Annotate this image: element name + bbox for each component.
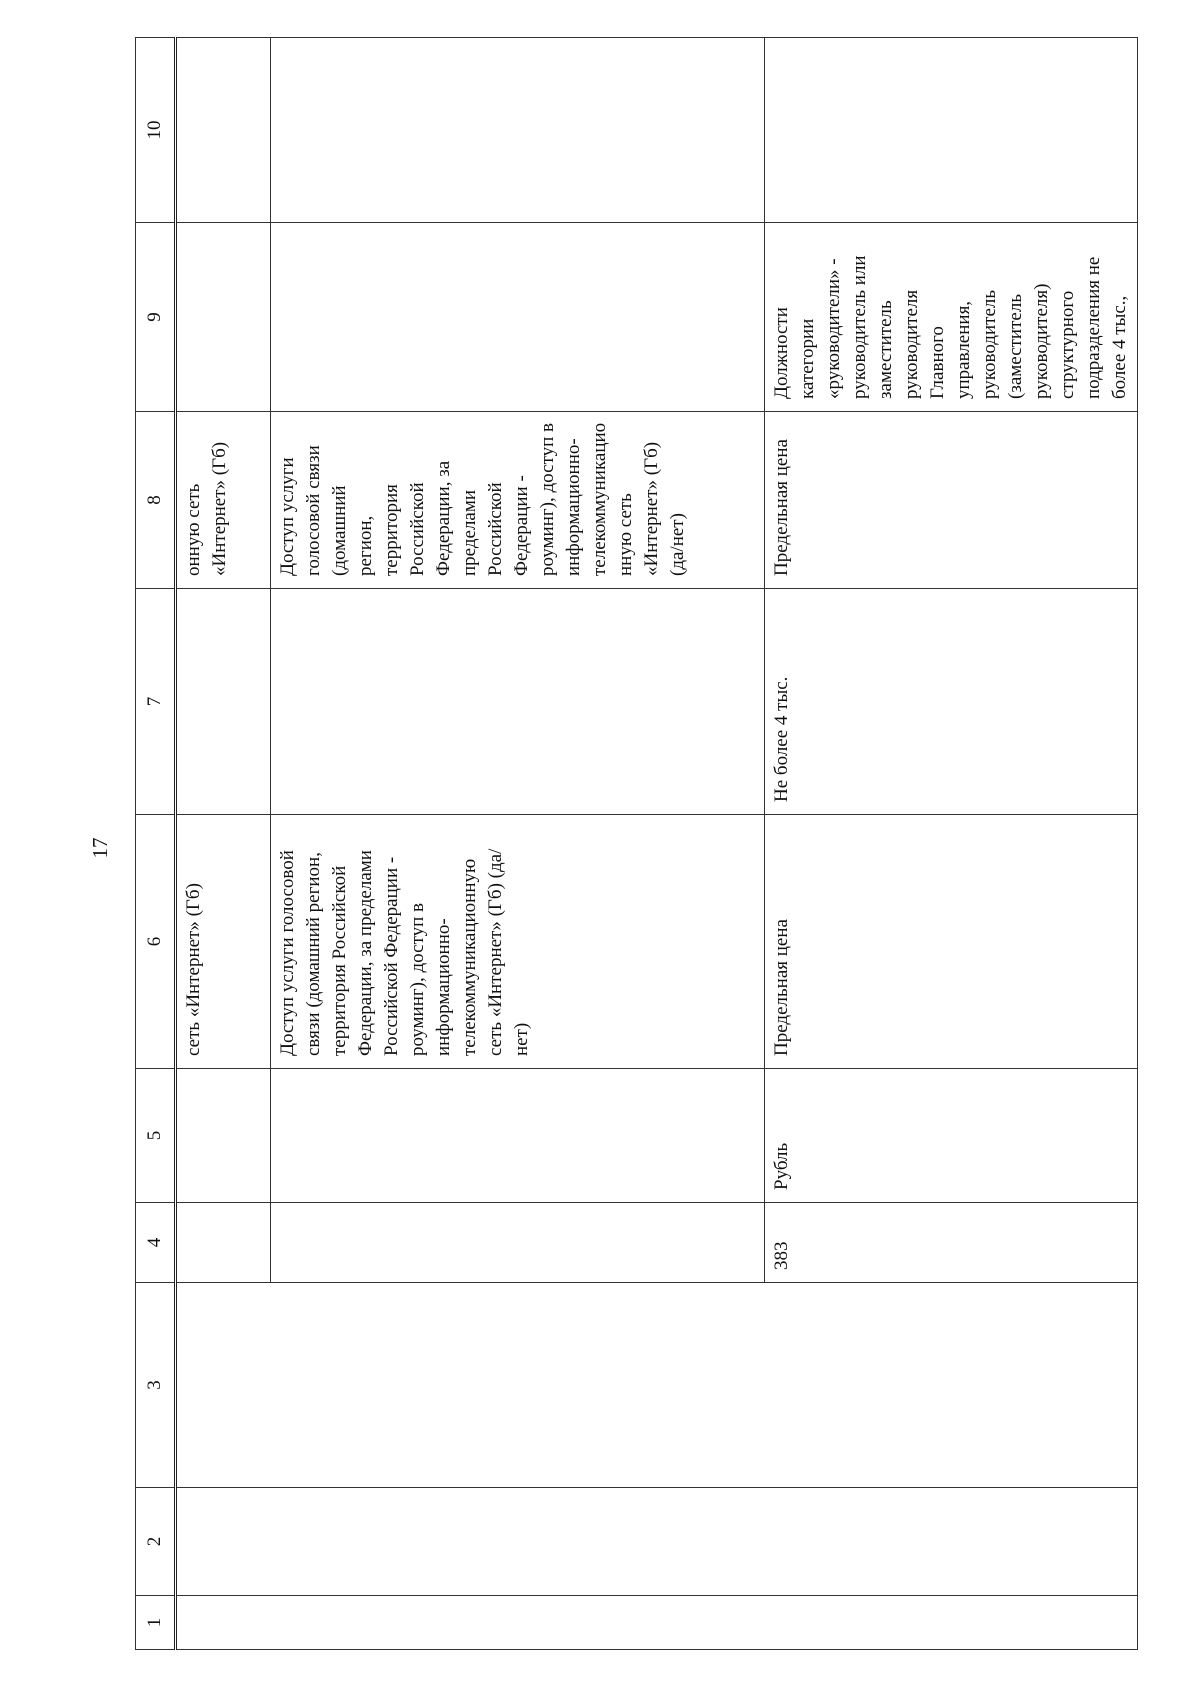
table-cell <box>271 223 765 412</box>
table-cell <box>176 1069 271 1203</box>
table-cell <box>176 1203 271 1283</box>
table-cell: Доступ услуги голосовой связи (домашний регион, территория Российской Федерации, за пределами Российской Федерации - роуминг), доступ в информационно-телекоммуникационную сеть «Интернет» (Гб) (да/нет) <box>271 412 765 589</box>
table-cell <box>176 1283 1138 1488</box>
table-cell <box>765 38 1138 223</box>
column-number: 9 <box>136 223 176 412</box>
rotated-table-container <box>135 38 1130 1650</box>
column-number: 7 <box>136 589 176 815</box>
table-cell <box>271 1203 765 1283</box>
requirements-table <box>135 37 1138 1650</box>
column-number: 4 <box>136 1203 176 1283</box>
table-cell: Предельная цена <box>765 815 1138 1069</box>
column-number: 1 <box>136 1596 176 1650</box>
table-cell <box>176 38 271 223</box>
page-number: 17 <box>87 837 112 859</box>
table-row <box>176 38 271 1650</box>
column-number-row <box>136 38 176 1650</box>
column-number: 6 <box>136 815 176 1069</box>
table-cell: Рубль <box>765 1069 1138 1203</box>
table-cell <box>271 589 765 815</box>
table-cell: 383 <box>765 1203 1138 1283</box>
column-number: 2 <box>136 1488 176 1596</box>
table-cell <box>271 38 765 223</box>
table-cell: Предельная цена <box>765 412 1138 589</box>
table-cell <box>271 1069 765 1203</box>
table-cell <box>176 1596 1138 1650</box>
column-number: 8 <box>136 412 176 589</box>
table-cell <box>176 1488 1138 1596</box>
table-cell: Доступ услуги голосовой связи (домашний регион, территория Российской Федерации, за пределами Российской Федерации - роуминг), доступ в информационно-телекоммуникационную сеть «Интернет» (Гб) (да/нет) <box>271 815 765 1069</box>
column-number: 10 <box>136 38 176 223</box>
table-cell <box>176 589 271 815</box>
column-number: 5 <box>136 1069 176 1203</box>
table-cell: Должности категории «руководители» - руководитель или заместитель руководителя Главного управления, руководитель (заместитель руководителя) структурного подразделения не более 4 тыс., <box>765 223 1138 412</box>
table-cell <box>176 223 271 412</box>
table-cell: онную сеть «Интернет» (Гб) <box>176 412 271 589</box>
table-cell: Не более 4 тыс. <box>765 589 1138 815</box>
column-number: 3 <box>136 1283 176 1488</box>
table-cell: сеть «Интернет» (Гб) <box>176 815 271 1069</box>
